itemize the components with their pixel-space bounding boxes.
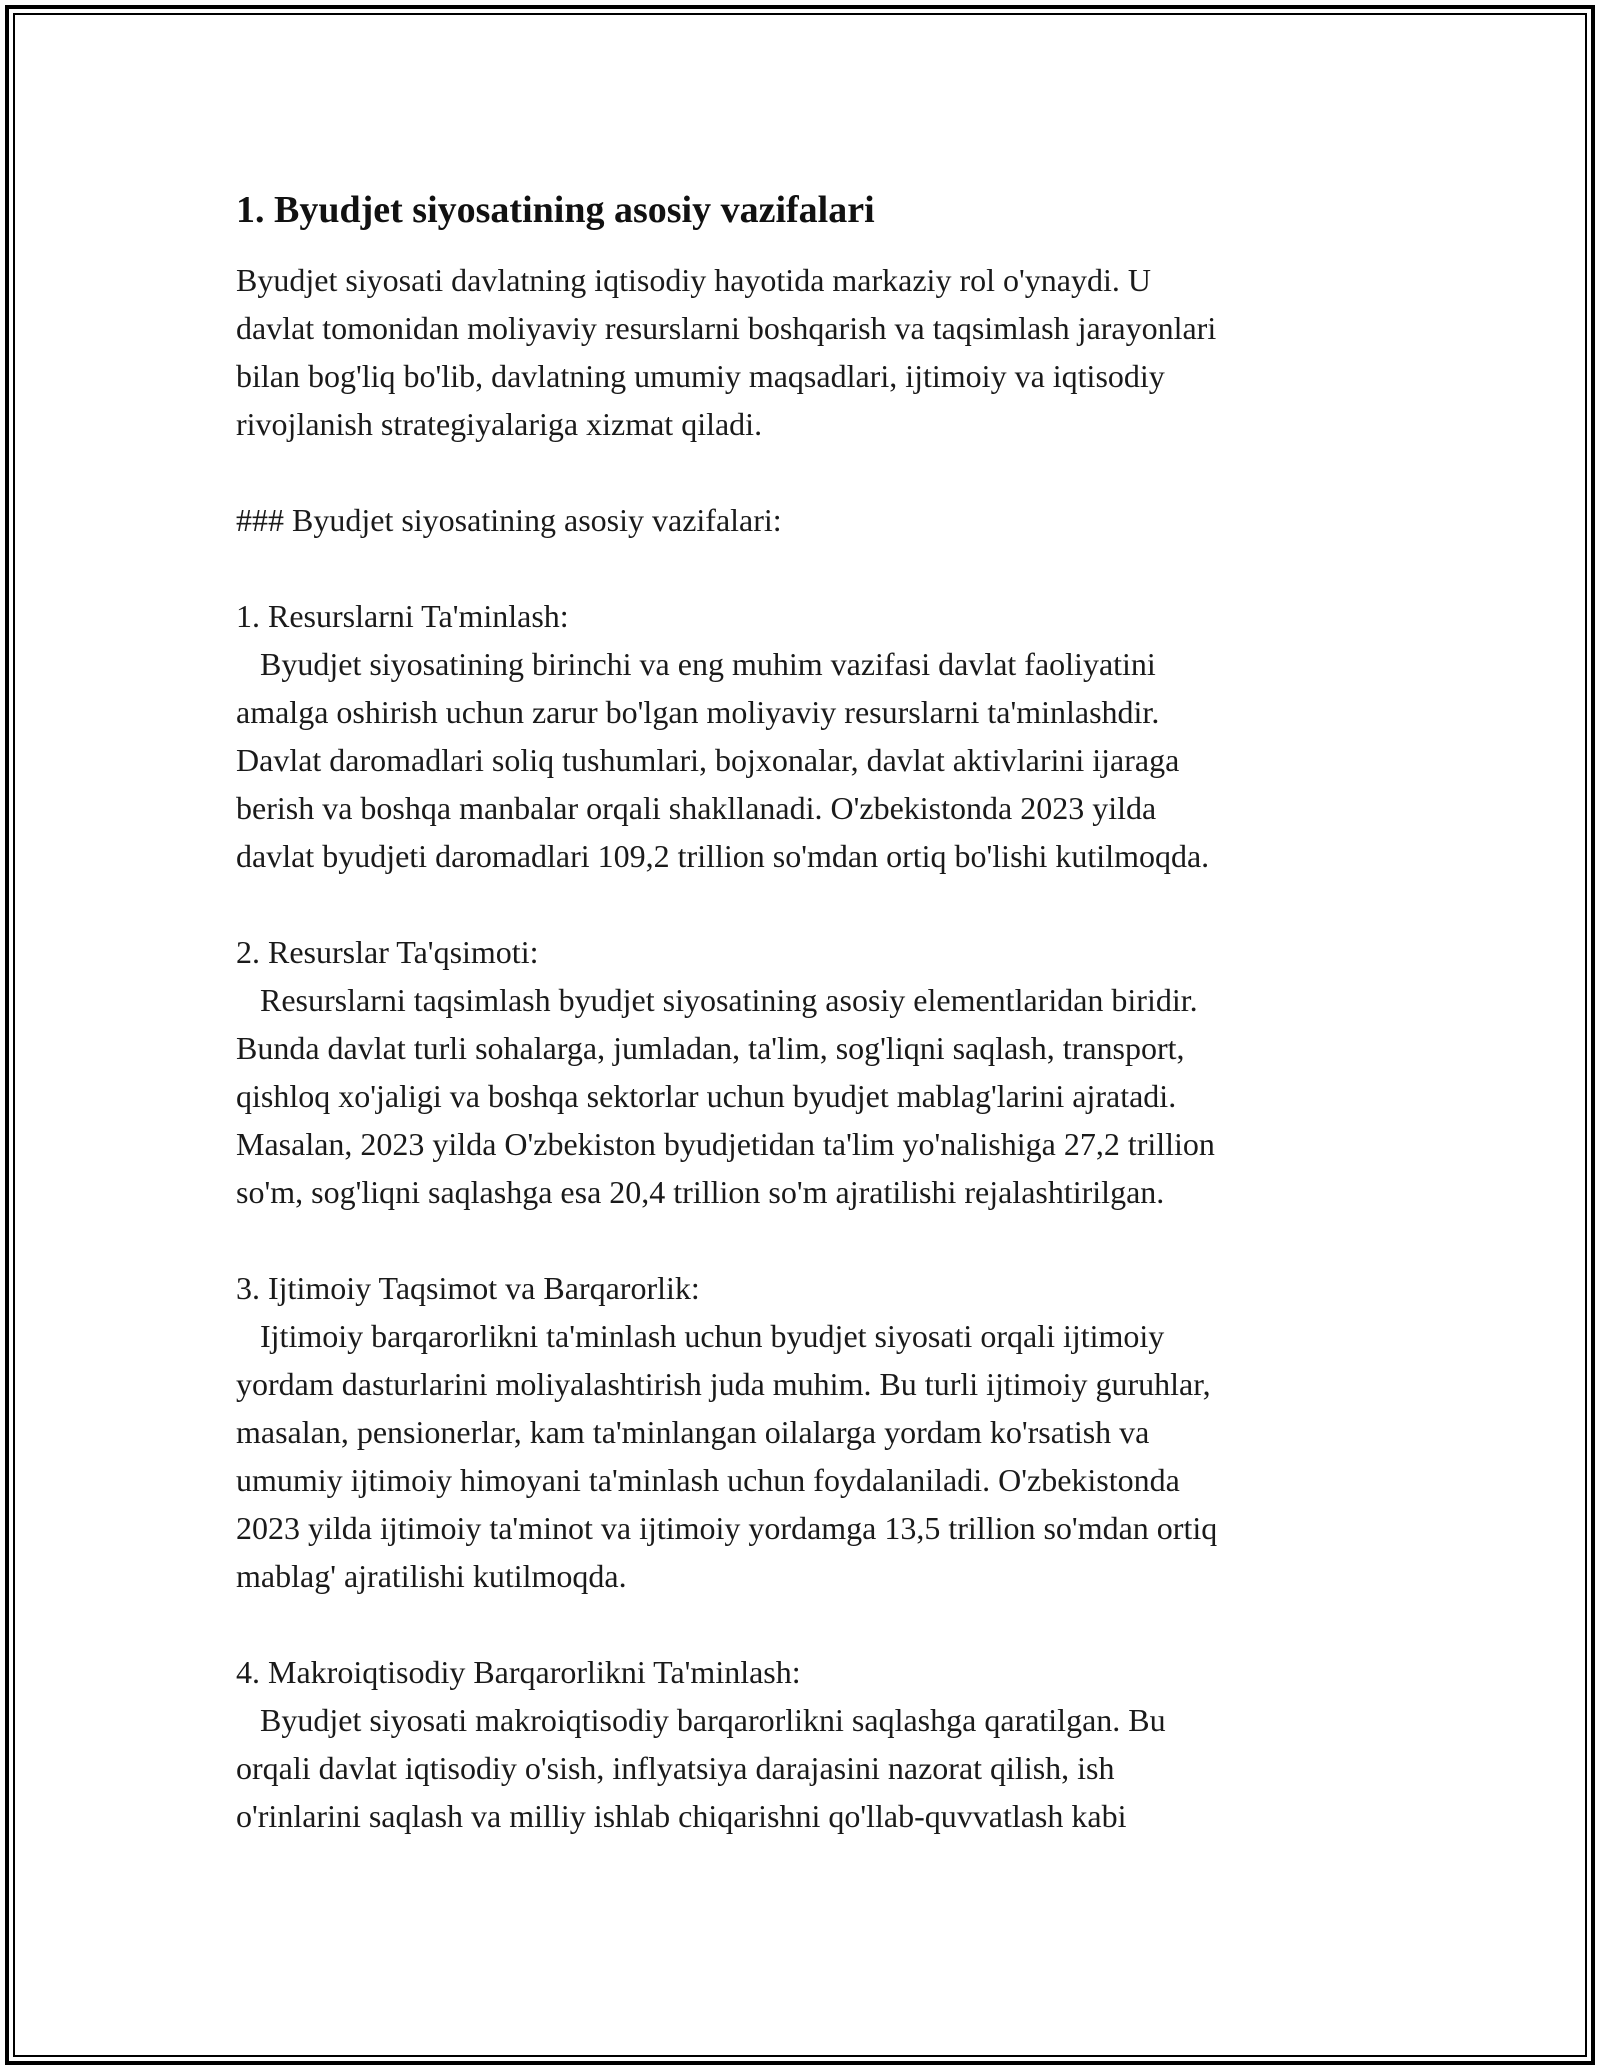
section-body: Byudjet siyosati makroiqtisodiy barqarorlikni saqlashga qaratilgan. Bu orqali davlat iqtisodiy o'sish, inflyatsiya darajasini nazorat qilish, ish o'rinlarini saqlash va milliy ishlab chiqarishni qo'llab-quvvatlash kabi xyxy=(236,1702,1166,1834)
section-heading: 2. Resurslar Ta'qsimoti: xyxy=(236,934,539,970)
section-heading: 4. Makroiqtisodiy Barqarorlikni Ta'minlash: xyxy=(236,1654,801,1690)
section-3 xyxy=(236,1264,1386,1600)
section-body: Byudjet siyosatining birinchi va eng muhim vazifasi davlat faoliyatini amalga oshirish uchun zarur bo'lgan moliyaviy resurslarni ta'minlashdir. Davlat daromadlari soliq tushumlari, bojxonalar, davlat aktivlarini ijaraga berish va boshqa manbalar orqali shakllanadi. O'zbekistonda 2023 yilda davlat byudjeti daromadlari 109,2 trillion so'mdan ortiq bo'lishi kutilmoqda. xyxy=(236,646,1210,874)
intro-paragraph: Byudjet siyosati davlatning iqtisodiy hayotida markaziy rol o'ynaydi. U davlat tomonidan moliyaviy resurslarni boshqarish va taqsimlash jarayonlari bilan bog'liq bo'lib, davlatning umumiy maqsadlari, ijtimoiy va iqtisodiy rivojlanish strategiyalariga xizmat qiladi. xyxy=(236,262,1217,442)
section-heading: 1. Resurslarni Ta'minlash: xyxy=(236,598,569,634)
section-body: Resurslarni taqsimlash byudjet siyosatining asosiy elementlaridan biridir. Bunda davlat turli sohalarga, jumladan, ta'lim, sog'liqni saqlash, transport, qishloq xo'jaligi va boshqa sektorlar uchun byudjet mablag'larini ajratadi. Masalan, 2023 yilda O'zbekiston byudjetidan ta'lim yo'nalishiga 27,2 trillion so'm, sog'liqni saqlashga esa 20,4 trillion so'm ajratilishi rejalashtirilgan. xyxy=(236,982,1215,1210)
subheading: ### Byudjet siyosatining asosiy vazifalari: xyxy=(236,502,782,538)
section-heading: 3. Ijtimoiy Taqsimot va Barqarorlik: xyxy=(236,1270,700,1306)
section-2 xyxy=(236,928,1386,1216)
document-title: 1. Byudjet siyosatining asosiy vazifalari xyxy=(236,189,875,231)
section-4 xyxy=(236,1648,1386,1840)
section-body: Ijtimoiy barqarorlikni ta'minlash uchun byudjet siyosati orqali ijtimoiy yordam dasturlarini moliyalashtirish juda muhim. Bu turli ijtimoiy guruhlar, masalan, pensionerlar, kam ta'minlangan oilalarga yordam ko'rsatish va umumiy ijtimoiy himoyani ta'minlash uchun foydalaniladi. O'zbekistonda 2023 yilda ijtimoiy ta'minot va ijtimoiy yordamga 13,5 trillion so'mdan ortiq mablag' ajratilishi kutilmoqda. xyxy=(236,1318,1218,1594)
section-1 xyxy=(236,592,1386,880)
document-body xyxy=(236,186,1386,1840)
